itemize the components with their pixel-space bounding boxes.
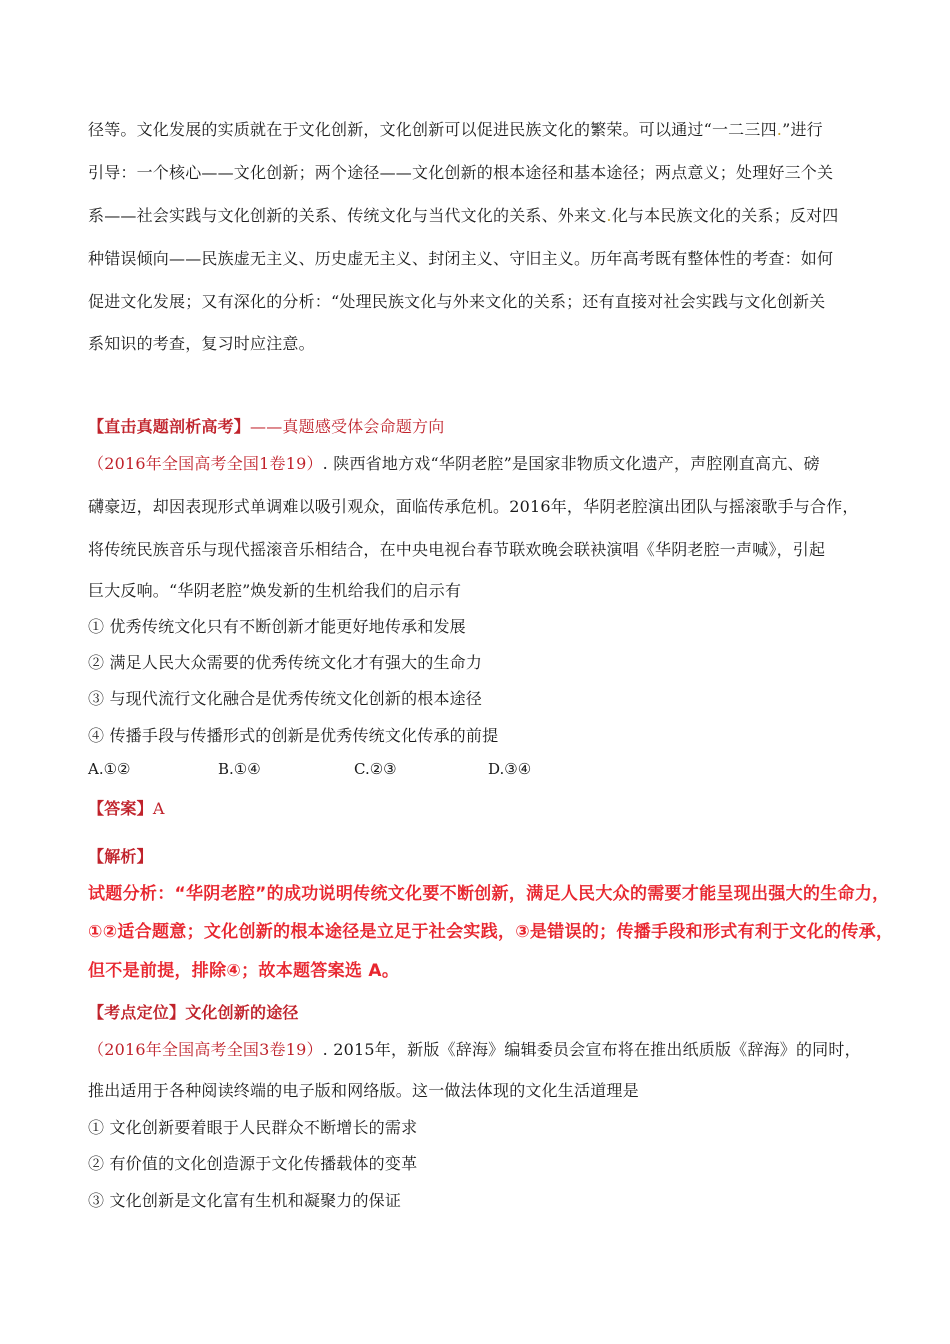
analysis-line: 但不是前提，排除④；故本题答案选 A。 [88,961,400,981]
intro-line: 系知识的考查，复习时应注意。 [88,334,315,353]
question-stem-line: 礴豪迈，却因表现形式单调难以吸引观众，面临传承危机。2016年，华阴老腔演出团队与摇滚歌手与合作， [88,497,859,516]
intro-line [88,203,839,226]
question-stem-line [88,451,820,474]
answer-line [88,796,165,819]
statement-item: ② 有价值的文化创造源于文化传播载体的变革 [88,1154,418,1173]
analysis-line: 试题分析：“华阴老腔”的成功说明传统文化要不断创新，满足人民大众的需要才能呈现出强大的生命力， [88,884,890,904]
section-header [88,414,444,437]
statement-item: ④ 传播手段与传播形式的创新是优秀传统文化传承的前提 [88,726,499,745]
intro-text: 系——社会实践与文化创新的关系、传统文化与当代文化的关系、外来文 [88,206,607,225]
intro-text: 径等。文化发展的实质就在于文化创新，文化创新可以促进民族文化的繁荣。可以通过“一二三四 [88,120,777,139]
intro-mark: . [776,120,783,139]
option-a: A.①② [88,760,131,778]
analysis-line: ①②适合题意；文化创新的根本途径是立足于社会实践，③是错误的；传播手段和形式有利于文化的传承， [88,922,894,942]
option-c: C.②③ [354,760,397,778]
question-source: （2016年全国高考全国3卷19） [88,1040,323,1059]
intro-line: 促进文化发展；又有深化的分析：“处理民族文化与外来文化的关系；还有直接对社会实践与文化创新关 [88,292,826,311]
question-stem-line: 推出适用于各种阅读终端的电子版和网络版。这一做法体现的文化生活道理是 [88,1081,639,1100]
question-stem-line: 将传统民族音乐与现代摇滚音乐相结合，在中央电视台春节联欢晚会联袂演唱《华阴老腔一声喊》，引起 [88,540,826,559]
intro-line: 引导：一个核心——文化创新；两个途径——文化创新的根本途径和基本途径；两点意义；处理好三个关 [88,163,834,182]
question-stem-text: . 陕西省地方戏“华阴老腔”是国家非物质文化遗产，声腔刚直高亢、磅 [322,454,820,473]
analysis-label: 【解析】 [88,847,153,866]
intro-line [88,117,823,140]
statement-item: ② 满足人民大众需要的优秀传统文化才有强大的生命力 [88,653,483,672]
question-stem-line [88,1037,861,1060]
intro-line: 种错误倾向——民族虚无主义、历史虚无主义、封闭主义、守旧主义。历年高考既有整体性的考查：如何 [88,249,834,268]
statement-item: ③ 与现代流行文化融合是优秀传统文化创新的根本途径 [88,689,483,708]
question-stem-text: . 2015年，新版《辞海》编辑委员会宣布将在推出纸质版《辞海》的同时， [322,1040,861,1059]
statement-item: ③ 文化创新是文化富有生机和凝聚力的保证 [88,1191,402,1210]
option-d: D.③④ [488,760,532,778]
section-header-bracket: 【直击真题剖析高考】 [88,417,251,436]
statement-item: ① 优秀传统文化只有不断创新才能更好地传承和发展 [88,617,466,636]
intro-text: 化与本民族文化的关系；反对四 [611,206,839,225]
section-header-title: ——真题感受体会命题方向 [250,417,445,436]
statement-item: ① 文化创新要着眼于人民群众不断增长的需求 [88,1118,418,1137]
intro-mark: . [606,206,612,225]
intro-text: ”进行 [782,120,823,139]
kaodian-value: 文化创新的途径 [185,1003,299,1022]
question-stem-line: 巨大反响。“华阴老腔”焕发新的生机给我们的启示有 [88,581,462,600]
answer-value: A [152,799,165,818]
kaodian-line [88,1000,299,1023]
answer-label: 【答案】 [88,799,153,818]
option-b: B.①④ [218,760,261,778]
kaodian-label: 【考点定位】 [88,1003,186,1022]
question-source: （2016年全国高考全国1卷19） [88,454,323,473]
